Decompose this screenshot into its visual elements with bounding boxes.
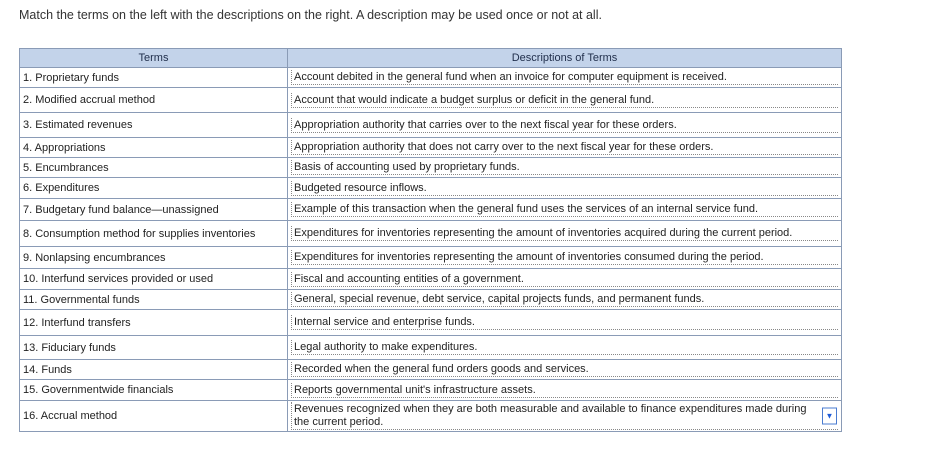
description-cell bbox=[288, 158, 842, 178]
term-cell: 5. Encumbrances bbox=[20, 158, 288, 178]
description-cell bbox=[288, 199, 842, 221]
description-item[interactable]: Budgeted resource inflows. bbox=[291, 181, 838, 196]
table-row bbox=[20, 401, 842, 432]
description-item[interactable]: Recorded when the general fund orders goods and services. bbox=[291, 362, 838, 377]
term-cell: 6. Expenditures bbox=[20, 178, 288, 199]
table-row bbox=[20, 380, 842, 401]
description-item[interactable]: Account debited in the general fund when an invoice for computer equipment is received. bbox=[291, 70, 838, 85]
description-cell bbox=[288, 269, 842, 290]
description-item[interactable]: Expenditures for inventories representing the amount of inventories acquired during the current period. bbox=[291, 226, 838, 241]
table-row bbox=[20, 68, 842, 88]
description-cell bbox=[288, 68, 842, 88]
term-cell: 13. Fiduciary funds bbox=[20, 336, 288, 360]
table-row bbox=[20, 269, 842, 290]
table-row bbox=[20, 360, 842, 380]
table-row bbox=[20, 221, 842, 247]
description-text: Revenues recognized when they are both measurable and available to finance expenditures made during the current period. bbox=[294, 403, 807, 428]
description-cell bbox=[288, 247, 842, 269]
description-item[interactable]: Appropriation authority that does not carry over to the next fiscal year for these orders. bbox=[291, 140, 838, 155]
term-cell: 7. Budgetary fund balance—unassigned bbox=[20, 199, 288, 221]
description-cell bbox=[288, 380, 842, 401]
descriptions-header: Descriptions of Terms bbox=[288, 49, 842, 68]
description-item[interactable]: Reports governmental unit's infrastructure assets. bbox=[291, 383, 838, 398]
description-item[interactable]: Example of this transaction when the general fund uses the services of an internal service fund. bbox=[291, 202, 838, 217]
description-cell bbox=[288, 88, 842, 113]
description-item[interactable]: Legal authority to make expenditures. bbox=[291, 340, 838, 355]
description-cell bbox=[288, 221, 842, 247]
table-row bbox=[20, 88, 842, 113]
term-cell: 3. Estimated revenues bbox=[20, 113, 288, 138]
description-item[interactable]: Expenditures for inventories representing the amount of inventories consumed during the period. bbox=[291, 250, 838, 265]
term-cell: 12. Interfund transfers bbox=[20, 310, 288, 336]
description-item[interactable]: Internal service and enterprise funds. bbox=[291, 315, 838, 330]
description-item[interactable]: Appropriation authority that carries over to the next fiscal year for these orders. bbox=[291, 118, 838, 133]
description-cell bbox=[288, 290, 842, 310]
term-cell: 2. Modified accrual method bbox=[20, 88, 288, 113]
description-cell bbox=[288, 138, 842, 158]
term-cell: 14. Funds bbox=[20, 360, 288, 380]
description-cell bbox=[288, 336, 842, 360]
description-cell bbox=[288, 310, 842, 336]
term-cell: 15. Governmentwide financials bbox=[20, 380, 288, 401]
table-row bbox=[20, 247, 842, 269]
term-cell: 8. Consumption method for supplies inventories bbox=[20, 221, 288, 247]
table-row bbox=[20, 138, 842, 158]
chevron-down-icon[interactable]: ▼ bbox=[822, 407, 837, 424]
description-item[interactable]: Fiscal and accounting entities of a government. bbox=[291, 272, 838, 287]
instructions-text: Match the terms on the left with the descriptions on the right. A description may be used once or not at all. bbox=[19, 8, 602, 22]
term-cell: 10. Interfund services provided or used bbox=[20, 269, 288, 290]
table-row bbox=[20, 336, 842, 360]
matching-table bbox=[19, 48, 842, 432]
term-cell: 4. Appropriations bbox=[20, 138, 288, 158]
terms-header: Terms bbox=[20, 49, 288, 68]
term-cell: 9. Nonlapsing encumbrances bbox=[20, 247, 288, 269]
description-item[interactable]: Basis of accounting used by proprietary funds. bbox=[291, 160, 838, 175]
description-item[interactable] bbox=[291, 402, 838, 430]
term-cell: 11. Governmental funds bbox=[20, 290, 288, 310]
description-item[interactable]: Account that would indicate a budget surplus or deficit in the general fund. bbox=[291, 93, 838, 108]
table-row bbox=[20, 199, 842, 221]
description-cell bbox=[288, 178, 842, 199]
description-cell bbox=[288, 360, 842, 380]
table-row bbox=[20, 310, 842, 336]
description-item[interactable]: General, special revenue, debt service, capital projects funds, and permanent funds. bbox=[291, 292, 838, 307]
table-row bbox=[20, 113, 842, 138]
table-row bbox=[20, 158, 842, 178]
table-header-row bbox=[20, 49, 842, 68]
description-cell bbox=[288, 401, 842, 432]
table-row bbox=[20, 290, 842, 310]
table-row bbox=[20, 178, 842, 199]
term-cell: 1. Proprietary funds bbox=[20, 68, 288, 88]
description-cell bbox=[288, 113, 842, 138]
term-cell: 16. Accrual method bbox=[20, 401, 288, 432]
